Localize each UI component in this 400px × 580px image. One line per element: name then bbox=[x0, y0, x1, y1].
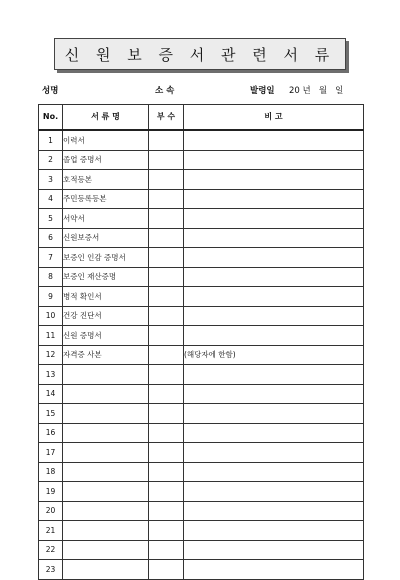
row-copies bbox=[149, 462, 184, 482]
row-copies bbox=[149, 501, 184, 521]
row-document-name bbox=[63, 521, 149, 541]
row-remarks bbox=[184, 130, 364, 150]
table-row bbox=[39, 482, 364, 502]
row-number: 15 bbox=[39, 404, 63, 424]
dept-label: 소 속 bbox=[155, 86, 175, 96]
document-title: 신 원 보 증 서 관 련 서 류 bbox=[54, 38, 347, 70]
table-row bbox=[39, 228, 364, 248]
row-document-name: 보증인 재산증명 bbox=[63, 267, 149, 287]
table-header-row bbox=[39, 105, 364, 131]
table-row bbox=[39, 462, 364, 482]
row-remarks: (해당자에 한함) bbox=[184, 345, 364, 365]
row-document-name bbox=[63, 423, 149, 443]
row-document-name: 주민등록등본 bbox=[63, 189, 149, 209]
row-document-name: 자격증 사본 bbox=[63, 345, 149, 365]
row-document-name: 건강 진단서 bbox=[63, 306, 149, 326]
row-number: 19 bbox=[39, 482, 63, 502]
row-document-name bbox=[63, 501, 149, 521]
row-number: 3 bbox=[39, 170, 63, 190]
row-copies bbox=[149, 248, 184, 268]
row-copies bbox=[149, 267, 184, 287]
row-remarks bbox=[184, 189, 364, 209]
row-document-name: 병적 확인서 bbox=[63, 287, 149, 307]
row-remarks bbox=[184, 326, 364, 346]
table-row bbox=[39, 345, 364, 365]
row-number: 12 bbox=[39, 345, 63, 365]
row-remarks bbox=[184, 521, 364, 541]
table-row bbox=[39, 423, 364, 443]
row-number: 4 bbox=[39, 189, 63, 209]
row-document-name: 신원보증서 bbox=[63, 228, 149, 248]
table-row bbox=[39, 326, 364, 346]
row-remarks bbox=[184, 287, 364, 307]
row-copies bbox=[149, 404, 184, 424]
row-copies bbox=[149, 189, 184, 209]
row-remarks bbox=[184, 482, 364, 502]
row-remarks bbox=[184, 170, 364, 190]
row-remarks bbox=[184, 462, 364, 482]
row-document-name: 서약서 bbox=[63, 209, 149, 229]
row-remarks bbox=[184, 267, 364, 287]
table-row bbox=[39, 248, 364, 268]
issue-date-label: 발령일 bbox=[250, 86, 275, 96]
table-row bbox=[39, 287, 364, 307]
table-row bbox=[39, 365, 364, 385]
row-document-name bbox=[63, 404, 149, 424]
row-number: 14 bbox=[39, 384, 63, 404]
row-document-name bbox=[63, 540, 149, 560]
row-number: 7 bbox=[39, 248, 63, 268]
row-copies bbox=[149, 150, 184, 170]
row-remarks bbox=[184, 248, 364, 268]
row-number: 13 bbox=[39, 365, 63, 385]
row-document-name bbox=[63, 482, 149, 502]
name-label: 성명 bbox=[42, 86, 59, 96]
row-copies bbox=[149, 209, 184, 229]
row-remarks bbox=[184, 228, 364, 248]
row-copies bbox=[149, 423, 184, 443]
row-copies bbox=[149, 540, 184, 560]
row-remarks bbox=[184, 423, 364, 443]
table-row bbox=[39, 404, 364, 424]
row-number: 10 bbox=[39, 306, 63, 326]
row-remarks bbox=[184, 384, 364, 404]
row-number: 20 bbox=[39, 501, 63, 521]
row-document-name bbox=[63, 560, 149, 580]
row-copies bbox=[149, 560, 184, 580]
row-remarks bbox=[184, 501, 364, 521]
row-document-name: 보증인 인감 증명서 bbox=[63, 248, 149, 268]
row-copies bbox=[149, 326, 184, 346]
row-document-name bbox=[63, 365, 149, 385]
title-area bbox=[0, 38, 400, 70]
row-copies bbox=[149, 384, 184, 404]
info-row bbox=[0, 84, 400, 98]
table-row bbox=[39, 150, 364, 170]
row-document-name bbox=[63, 384, 149, 404]
row-number: 8 bbox=[39, 267, 63, 287]
table-row bbox=[39, 384, 364, 404]
row-copies bbox=[149, 482, 184, 502]
table-row bbox=[39, 306, 364, 326]
issue-date-value: 20 년 월 일 bbox=[289, 86, 344, 96]
document-list-table bbox=[38, 104, 364, 580]
row-remarks bbox=[184, 404, 364, 424]
table-row bbox=[39, 209, 364, 229]
row-document-name: 호적등본 bbox=[63, 170, 149, 190]
header-document-name: 서 류 명 bbox=[63, 105, 149, 131]
row-number: 16 bbox=[39, 423, 63, 443]
row-number: 23 bbox=[39, 560, 63, 580]
row-copies bbox=[149, 345, 184, 365]
row-number: 6 bbox=[39, 228, 63, 248]
table-row bbox=[39, 443, 364, 463]
row-number: 21 bbox=[39, 521, 63, 541]
row-copies bbox=[149, 306, 184, 326]
row-number: 22 bbox=[39, 540, 63, 560]
row-copies bbox=[149, 287, 184, 307]
row-number: 2 bbox=[39, 150, 63, 170]
row-remarks bbox=[184, 443, 364, 463]
row-copies bbox=[149, 443, 184, 463]
header-remarks: 비 고 bbox=[184, 105, 364, 131]
row-document-name: 이력서 bbox=[63, 130, 149, 150]
table-row bbox=[39, 189, 364, 209]
row-number: 9 bbox=[39, 287, 63, 307]
row-document-name: 졸업 증명서 bbox=[63, 150, 149, 170]
row-copies bbox=[149, 130, 184, 150]
row-remarks bbox=[184, 150, 364, 170]
row-number: 11 bbox=[39, 326, 63, 346]
row-document-name bbox=[63, 462, 149, 482]
row-document-name bbox=[63, 443, 149, 463]
row-remarks bbox=[184, 365, 364, 385]
table-row bbox=[39, 560, 364, 580]
table-row bbox=[39, 267, 364, 287]
row-copies bbox=[149, 228, 184, 248]
table-row bbox=[39, 521, 364, 541]
row-copies bbox=[149, 170, 184, 190]
row-remarks bbox=[184, 560, 364, 580]
row-number: 1 bbox=[39, 130, 63, 150]
table-row bbox=[39, 501, 364, 521]
table-row bbox=[39, 170, 364, 190]
table-body bbox=[39, 130, 364, 579]
header-copies: 부 수 bbox=[149, 105, 184, 131]
row-document-name: 신원 증명서 bbox=[63, 326, 149, 346]
header-no: No. bbox=[39, 105, 63, 131]
row-number: 5 bbox=[39, 209, 63, 229]
row-copies bbox=[149, 521, 184, 541]
row-remarks bbox=[184, 306, 364, 326]
table-row bbox=[39, 540, 364, 560]
table-row bbox=[39, 130, 364, 150]
row-number: 18 bbox=[39, 462, 63, 482]
row-remarks bbox=[184, 540, 364, 560]
row-number: 17 bbox=[39, 443, 63, 463]
row-remarks bbox=[184, 209, 364, 229]
row-copies bbox=[149, 365, 184, 385]
